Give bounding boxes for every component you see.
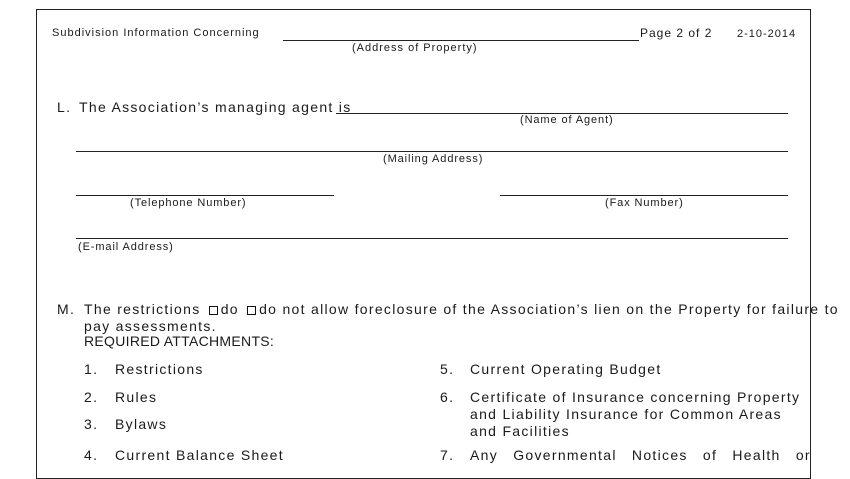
attachment-num: 6. [440,389,455,405]
form-title: Subdivision Information Concerning [52,27,260,39]
property-address-field[interactable] [283,40,639,41]
section-m-letter: M. [57,301,76,317]
section-m-text-line2: pay assessments. [84,318,217,334]
attachment-num: 7. [440,447,455,463]
attachments-heading: REQUIRED ATTACHMENTS: [84,333,275,349]
attachment-governmental-notices: Any Governmental Notices of Health or [470,447,811,463]
do-label: do [220,301,239,317]
email-caption: (E-mail Address) [78,241,174,253]
fax-field[interactable] [500,195,788,196]
agent-name-caption: (Name of Agent) [520,114,614,126]
attachment-restrictions: Restrictions [115,361,204,377]
restrictions-text: The restrictions [84,301,201,317]
email-field[interactable] [76,238,788,239]
attachment-insurance-certificate: Certificate of Insurance concerning Property [470,389,801,405]
section-l-text: The Association’s managing agent is [79,99,352,115]
page-label: Page 2 of 2 [640,26,713,40]
telephone-caption: (Telephone Number) [130,197,247,209]
section-m-text [84,301,839,317]
attachment-operating-budget: Current Operating Budget [470,361,662,377]
fax-caption: (Fax Number) [605,197,684,209]
attachment-num: 4. [84,447,99,463]
attachment-num: 1. [84,361,99,377]
attachment-rules: Rules [115,389,158,405]
do-not-label: do not allow foreclosure of the Association’s lien on the Property for failure to [259,301,839,317]
section-l-letter: L. [57,99,72,115]
do-not-checkbox[interactable] [247,306,256,315]
form-date: 2-10-2014 [737,28,797,40]
attachment-insurance-line3: and Facilities [470,423,570,439]
mailing-address-caption: (Mailing Address) [383,153,484,165]
mailing-address-field[interactable] [76,151,788,152]
attachment-insurance-line2: and Liability Insurance for Common Areas [470,406,782,422]
telephone-field[interactable] [76,195,334,196]
attachment-balance-sheet: Current Balance Sheet [115,447,284,463]
attachment-bylaws: Bylaws [115,416,168,432]
attachment-num: 3. [84,416,99,432]
attachment-num: 2. [84,389,99,405]
do-checkbox[interactable] [209,306,218,315]
attachment-num: 5. [440,361,455,377]
address-caption: (Address of Property) [352,42,478,54]
